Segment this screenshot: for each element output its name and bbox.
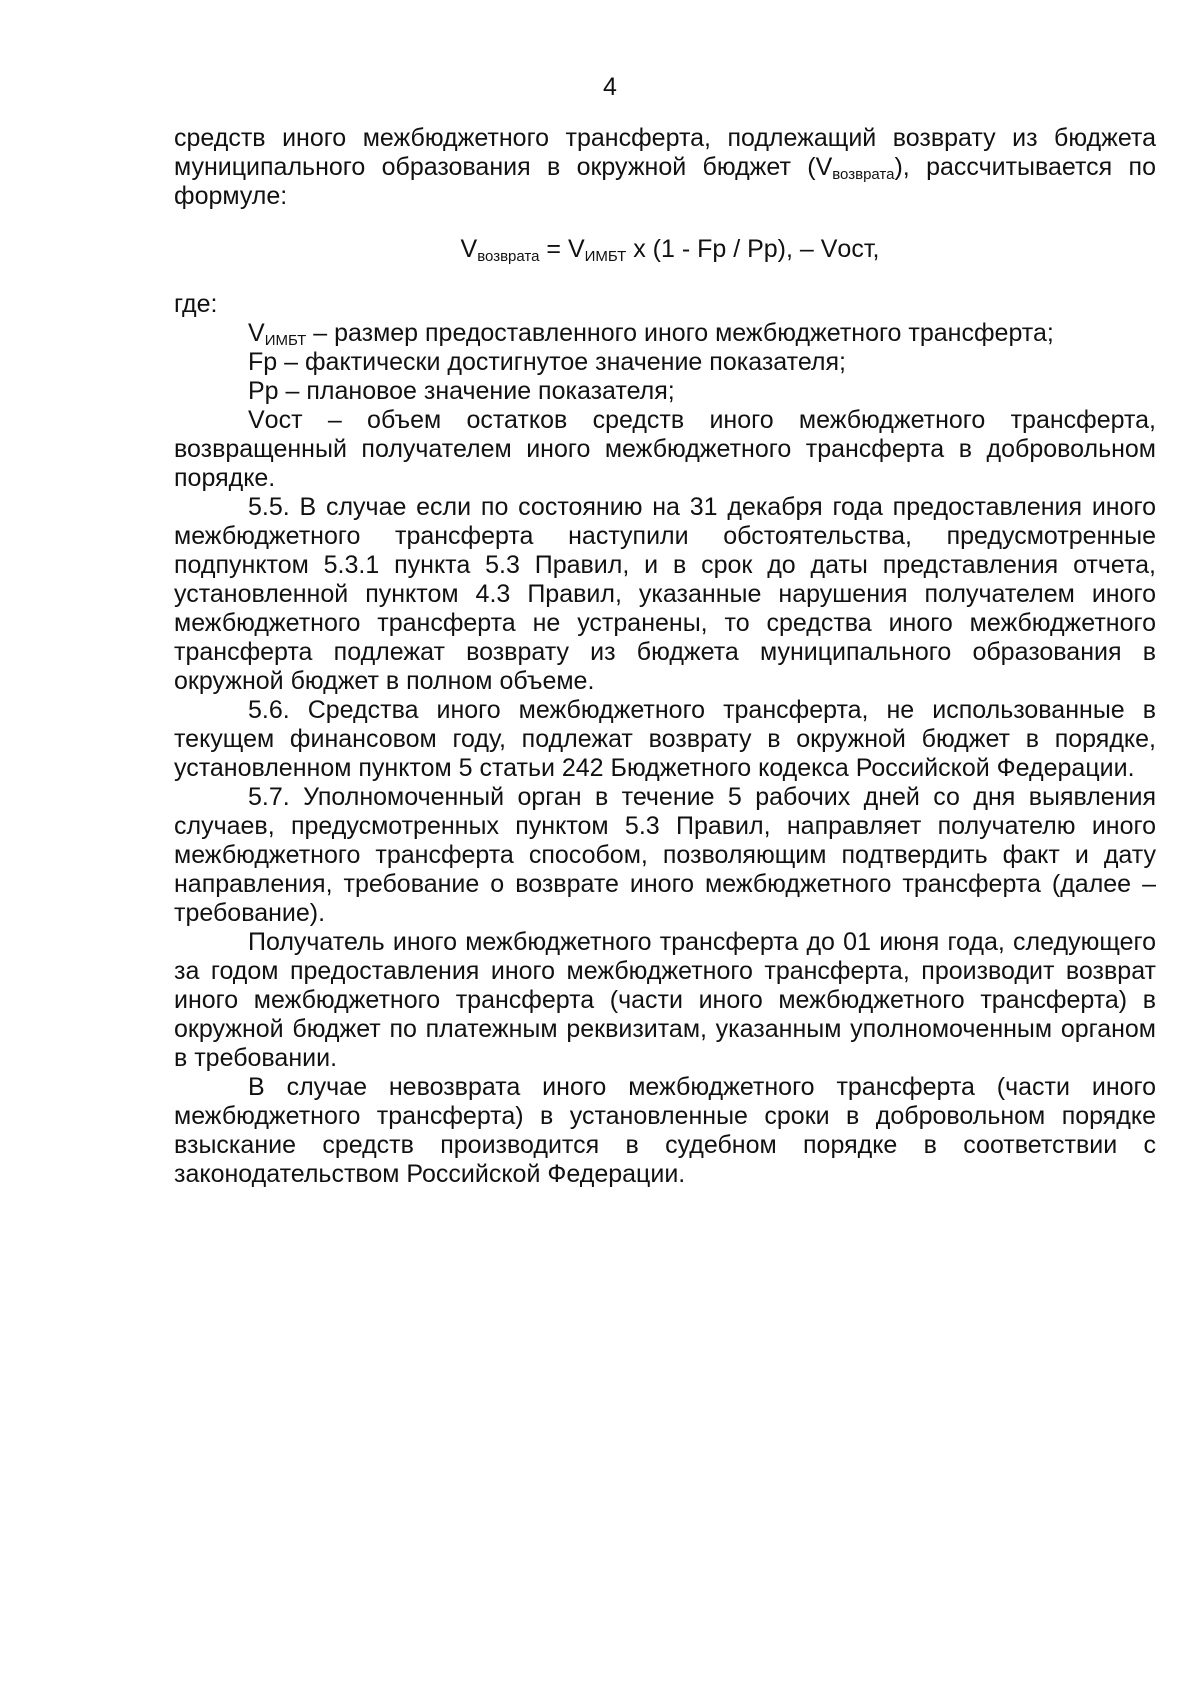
where-label: где: (174, 290, 218, 318)
intro-paragraph (174, 124, 1156, 211)
definition-text: – размер предоставленного иного межбюджетного трансферта; (306, 319, 1054, 347)
definition-fr: Fр – фактически достигнутое значение показателя; (248, 348, 846, 376)
intro-text-part2: ), рассчитывается по формуле: (174, 153, 1156, 210)
formula-eq: = V (539, 235, 585, 263)
intro-text-part1: средств иного межбюджетного трансферта, подлежащий возврату из бюджета муниципального образования в окружной бюджет (V (174, 124, 1156, 181)
formula-v-subscript: возврата (477, 248, 540, 265)
formula-v: V (460, 235, 478, 263)
formula (174, 235, 1156, 264)
document-body (174, 124, 1156, 1189)
paragraph-5-7: 5.7. Уполномоченный орган в течение 5 рабочих дней со дня выявления случаев, предусмотренных пунктом 5.3 Правил, направляет получателю иного межбюджетного трансферта способом, позволяющим подтвердить факт и дату направления, требование о возврате иного межбюджетного трансферта (далее – требование). (174, 783, 1156, 927)
definition-prefix: V (248, 319, 265, 347)
definition-pr: Рр – плановое значение показателя; (248, 377, 675, 405)
definition-subscript: ИМБТ (264, 332, 307, 349)
formula-imbt-subscript: ИМБТ (584, 248, 627, 265)
paragraph-return-deadline: Получатель иного межбюджетного трансферта до 01 июня года, следующего за годом предоставления иного межбюджетного трансферта, производит возврат иного межбюджетного трансферта (части иного межбюджетного трансферта) в окружной бюджет по платежным реквизитам, указанным уполномоченным органом в требовании. (174, 928, 1156, 1072)
paragraph-5-5: 5.5. В случае если по состоянию на 31 декабря года предоставления иного межбюджетного трансферта наступили обстоятельства, предусмотренные подпунктом 5.3.1 пункта 5.3 Правил, и в срок до даты представления отчета, установленной пунктом 4.3 Правил, указанные нарушения получателем иного межбюджетного трансферта не устранены, то средства иного межбюджетного трансферта подлежат возврату из бюджета муниципального образования в окружной бюджет в полном объеме. (174, 493, 1156, 695)
formula-rest: x (1 - Fр / Рр), – Vост, (626, 235, 880, 263)
intro-subscript: возврата (832, 166, 895, 183)
definition-vimbt (174, 319, 1156, 348)
paragraph-court-recovery: В случае невозврата иного межбюджетного трансферта (части иного межбюджетного трансферта) в установленные сроки в добровольном порядке взыскание средств производится в судебном порядке в соответствии с законодательством Российской Федерации. (174, 1073, 1156, 1188)
page-number: 4 (603, 73, 617, 101)
paragraph-5-6: 5.6. Средства иного межбюджетного трансферта, не использованные в текущем финансовом году, подлежат возврату в окружной бюджет в порядке, установленном пунктом 5 статьи 242 Бюджетного кодекса Российской Федерации. (174, 696, 1156, 782)
definition-vost: Vост – объем остатков средств иного межбюджетного трансферта, возвращенный получателем иного межбюджетного трансферта в добровольном порядке. (174, 406, 1156, 492)
